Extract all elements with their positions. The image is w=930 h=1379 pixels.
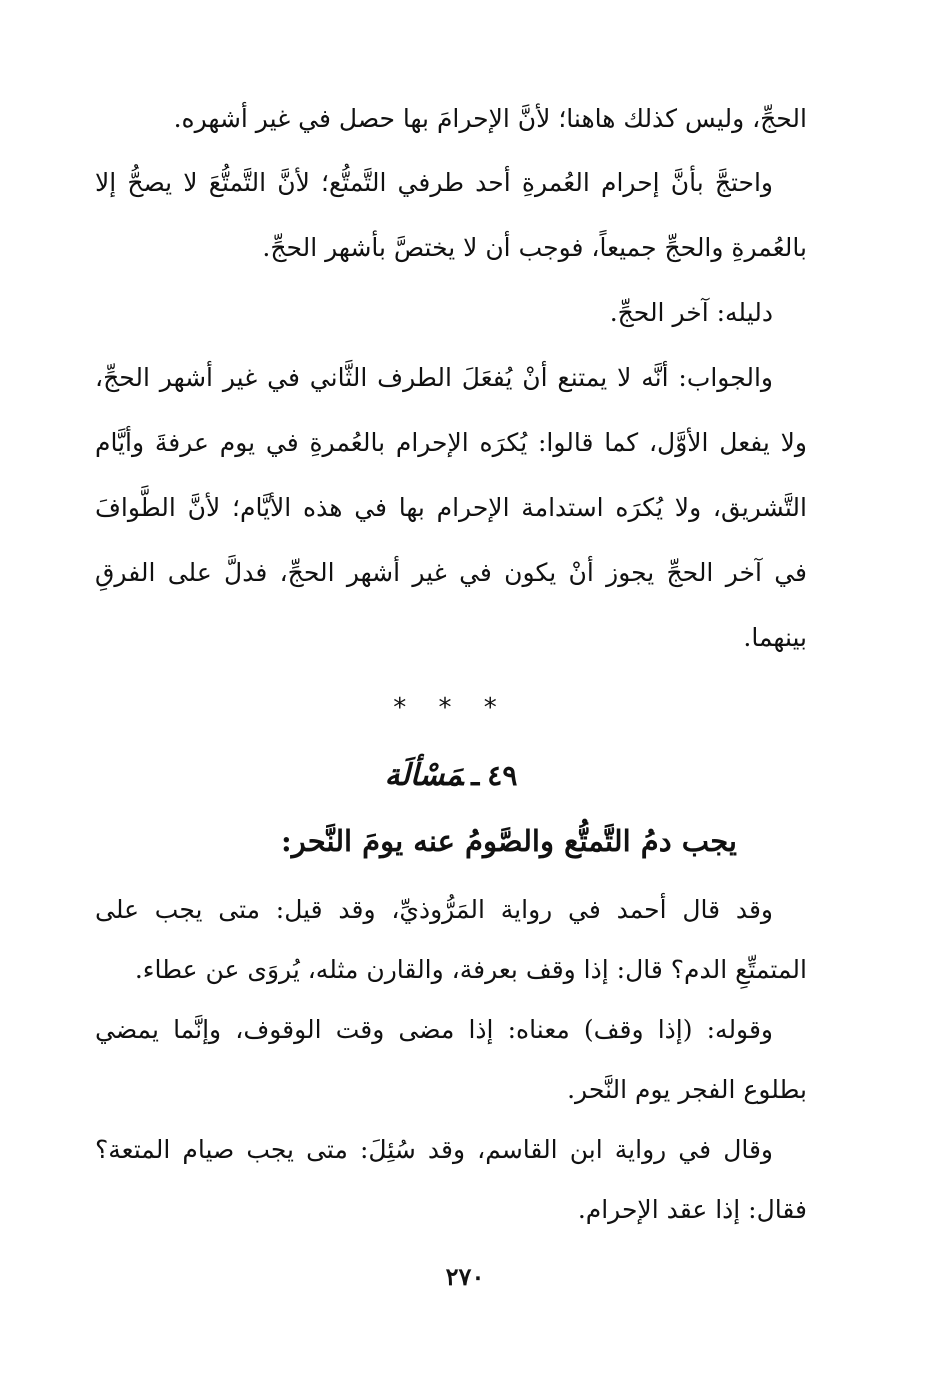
paragraph-5: وقد قال أحمد في رواية المَرُّوذيِّ، وقد قيل: متى يجب على المتمتِّعِ الدم؟ قال: إذا وقف بعرفة، والقارن مثله، يُروَى عن عطاء. — [95, 895, 807, 984]
issue-title: يجب دمُ التَّمتُّع والصَّومُ عنه يومَ النَّحر: — [281, 824, 737, 858]
paragraph-4: والجواب: أنَّه لا يمتنع أنْ يُفعَلَ الطرف الثَّاني في غير أشهر الحجِّ، ولا يفعل الأوَّل، كما قالوا: يُكرَه الإحرام بالعُمرةِ في يوم عرفةَ وأيَّام التَّشريق، ولا يُكرَه استدامة الإحرام بها في هذه الأيَّام؛ لأنَّ الطَّوافَ في آخر الحجِّ يجوز أنْ يكون في غير أشهر الحجِّ، فدلَّ على الفرقِ بينهما. — [95, 363, 807, 652]
paragraph-6: وقوله: (إذا وقف) معناه: إذا مضى وقت الوقوف، وإنَّما يمضي بطلوع الفجر يوم النَّحر. — [95, 1015, 807, 1104]
issue-heading — [95, 746, 807, 806]
section-separator: * * * — [393, 693, 509, 723]
issue-number: ٤٩ — [487, 759, 518, 792]
paragraph-7: وقال في رواية ابن القاسم، وقد سُئِلَ: متى يجب صيام المتعة؟ فقال: إذا عقد الإحرام. — [95, 1135, 807, 1224]
page-body — [95, 88, 807, 1240]
paragraph-2: واحتجَّ بأنَّ إحرام العُمرةِ أحد طرفي التَّمتُّع؛ لأنَّ التَّمتُّعَ لا يصحُّ إلا بالعُمرةِ والحجِّ جميعاً، فوجب أن لا يختصَّ بأشهر الحجِّ. — [95, 168, 807, 262]
paragraph-1: الحجِّ، وليس كذلك هاهنا؛ لأنَّ الإحرامَ بها حصل في غير أشهره. — [173, 104, 807, 133]
paragraph-3: دليله: آخر الحجِّ. — [609, 298, 773, 327]
issue-word: مَسْألَة — [384, 758, 464, 793]
page-number: ٢٧٠ — [445, 1262, 485, 1291]
issue-separator: ـ — [471, 759, 480, 792]
